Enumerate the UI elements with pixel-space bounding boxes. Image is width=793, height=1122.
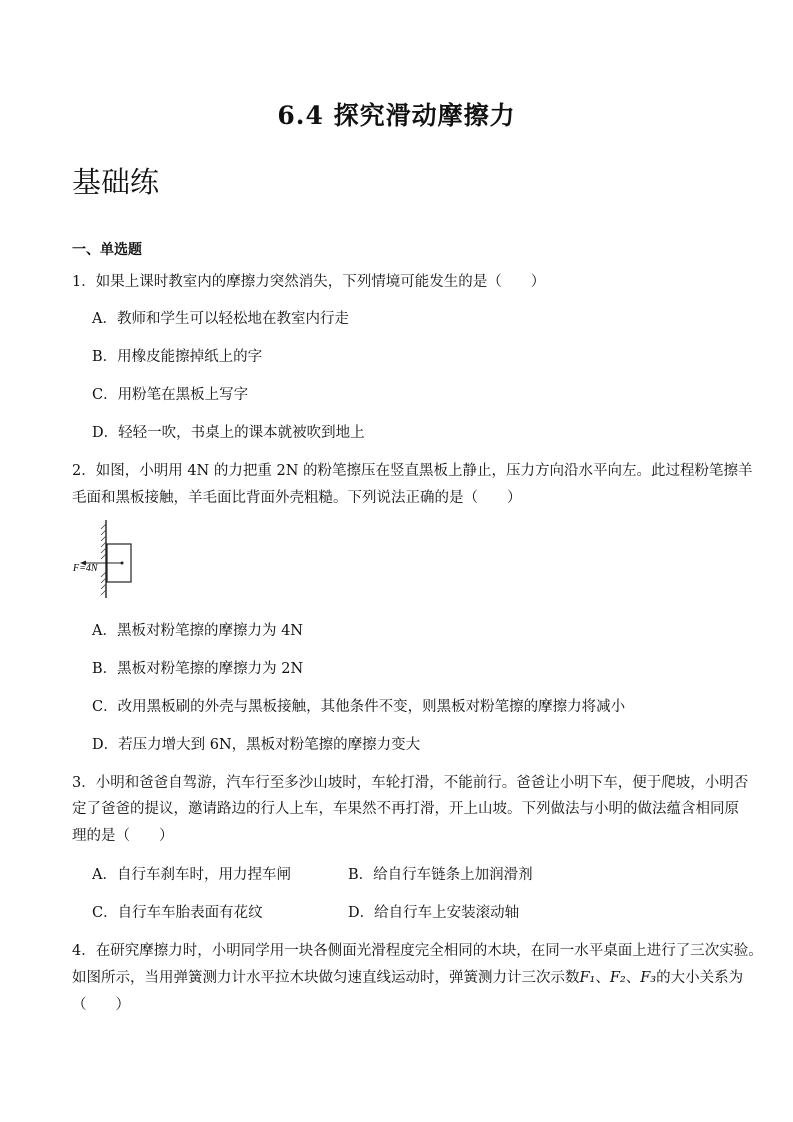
- question-2-option-b: B．黑板对粉笔擦的摩擦力为 2N: [92, 661, 304, 677]
- force-f3-symbol: F₃: [640, 970, 657, 986]
- question-3-option-d: D．给自行车上安装滚动轴: [348, 905, 520, 921]
- blackboard-eraser-diagram: [70, 516, 140, 600]
- question-1-option-b: B．用橡皮能擦掉纸上的字: [92, 349, 263, 365]
- question-2-option-d: D．若压力增大到 6N，黑板对粉笔擦的摩擦力变大: [92, 737, 421, 753]
- question-3-text-line-3: 理的是（ ）: [72, 828, 174, 844]
- question-4-line-2-tail: 的大小关系为: [656, 970, 744, 986]
- force-application-point: [121, 562, 124, 565]
- force-label: F=4N: [73, 563, 98, 574]
- section-title: 基础练: [72, 165, 160, 199]
- wall-hatching: [101, 524, 106, 595]
- page-title: 6.4 探究滑动摩擦力: [277, 101, 516, 130]
- blackboard-eraser-figure: [70, 516, 140, 600]
- force-f2-symbol: F₂: [609, 970, 626, 986]
- question-3-text-line-2: 定了爸爸的提议，邀请路边的行人上车，车果然不再打滑，开上山坡。下列做法与小明的做法蕴含相同原: [72, 801, 739, 817]
- question-4-text-line-3: （ ）: [72, 997, 130, 1013]
- subsection-title: 一、单选题: [72, 242, 142, 258]
- separator-2: 、: [625, 970, 641, 986]
- question-1-text: 1．如果上课时教室内的摩擦力突然消失，下列情境可能发生的是（ ）: [72, 274, 546, 290]
- question-3-option-c: C．自行车车胎表面有花纹: [92, 905, 263, 921]
- question-4-text-line-1: 4．在研究摩擦力时，小明同学用一块各侧面光滑程度完全相同的木块，在同一水平桌面上进行了三次实验。: [72, 943, 763, 959]
- question-4-line-2-main: 如图所示，当用弹簧测力计水平拉木块做匀速直线运动时，弹簧测力计三次示数: [72, 970, 580, 986]
- question-2-option-c: C．改用黑板刷的外壳与黑板接触，其他条件不变，则黑板对粉笔擦的摩擦力将减小: [92, 699, 626, 715]
- question-1-option-a: A．教师和学生可以轻松地在教室内行走: [92, 311, 349, 327]
- question-2-option-a: A．黑板对粉笔擦的摩擦力为 4N: [92, 623, 303, 639]
- question-2-text-line-1: 2．如图，小明用 4N 的力把重 2N 的粉笔擦压在竖直黑板上静止，压力方向沿水平向左。此过程粉笔擦羊: [72, 463, 753, 479]
- question-4-text-line-2: [72, 966, 743, 987]
- question-1-option-c: C．用粉笔在黑板上写字: [92, 387, 249, 403]
- question-2-text-line-2: 毛面和黑板接触，羊毛面比背面外壳粗糙。下列说法正确的是（ ）: [72, 490, 522, 506]
- question-3-option-b: B．给自行车链条上加润滑剂: [348, 867, 533, 883]
- question-3-option-a: A．自行车刹车时，用力捏车闸: [92, 867, 291, 883]
- separator-1: 、: [595, 970, 610, 986]
- question-3-text-line-1: 3．小明和爸爸自驾游，汽车行至多沙山坡时，车轮打滑，不能前行。爸爸让小明下车，便于爬坡，小明否: [72, 775, 749, 791]
- question-1-option-d: D．轻轻一吹，书桌上的课本就被吹到地上: [92, 425, 365, 441]
- force-f1-symbol: F₁: [579, 970, 596, 986]
